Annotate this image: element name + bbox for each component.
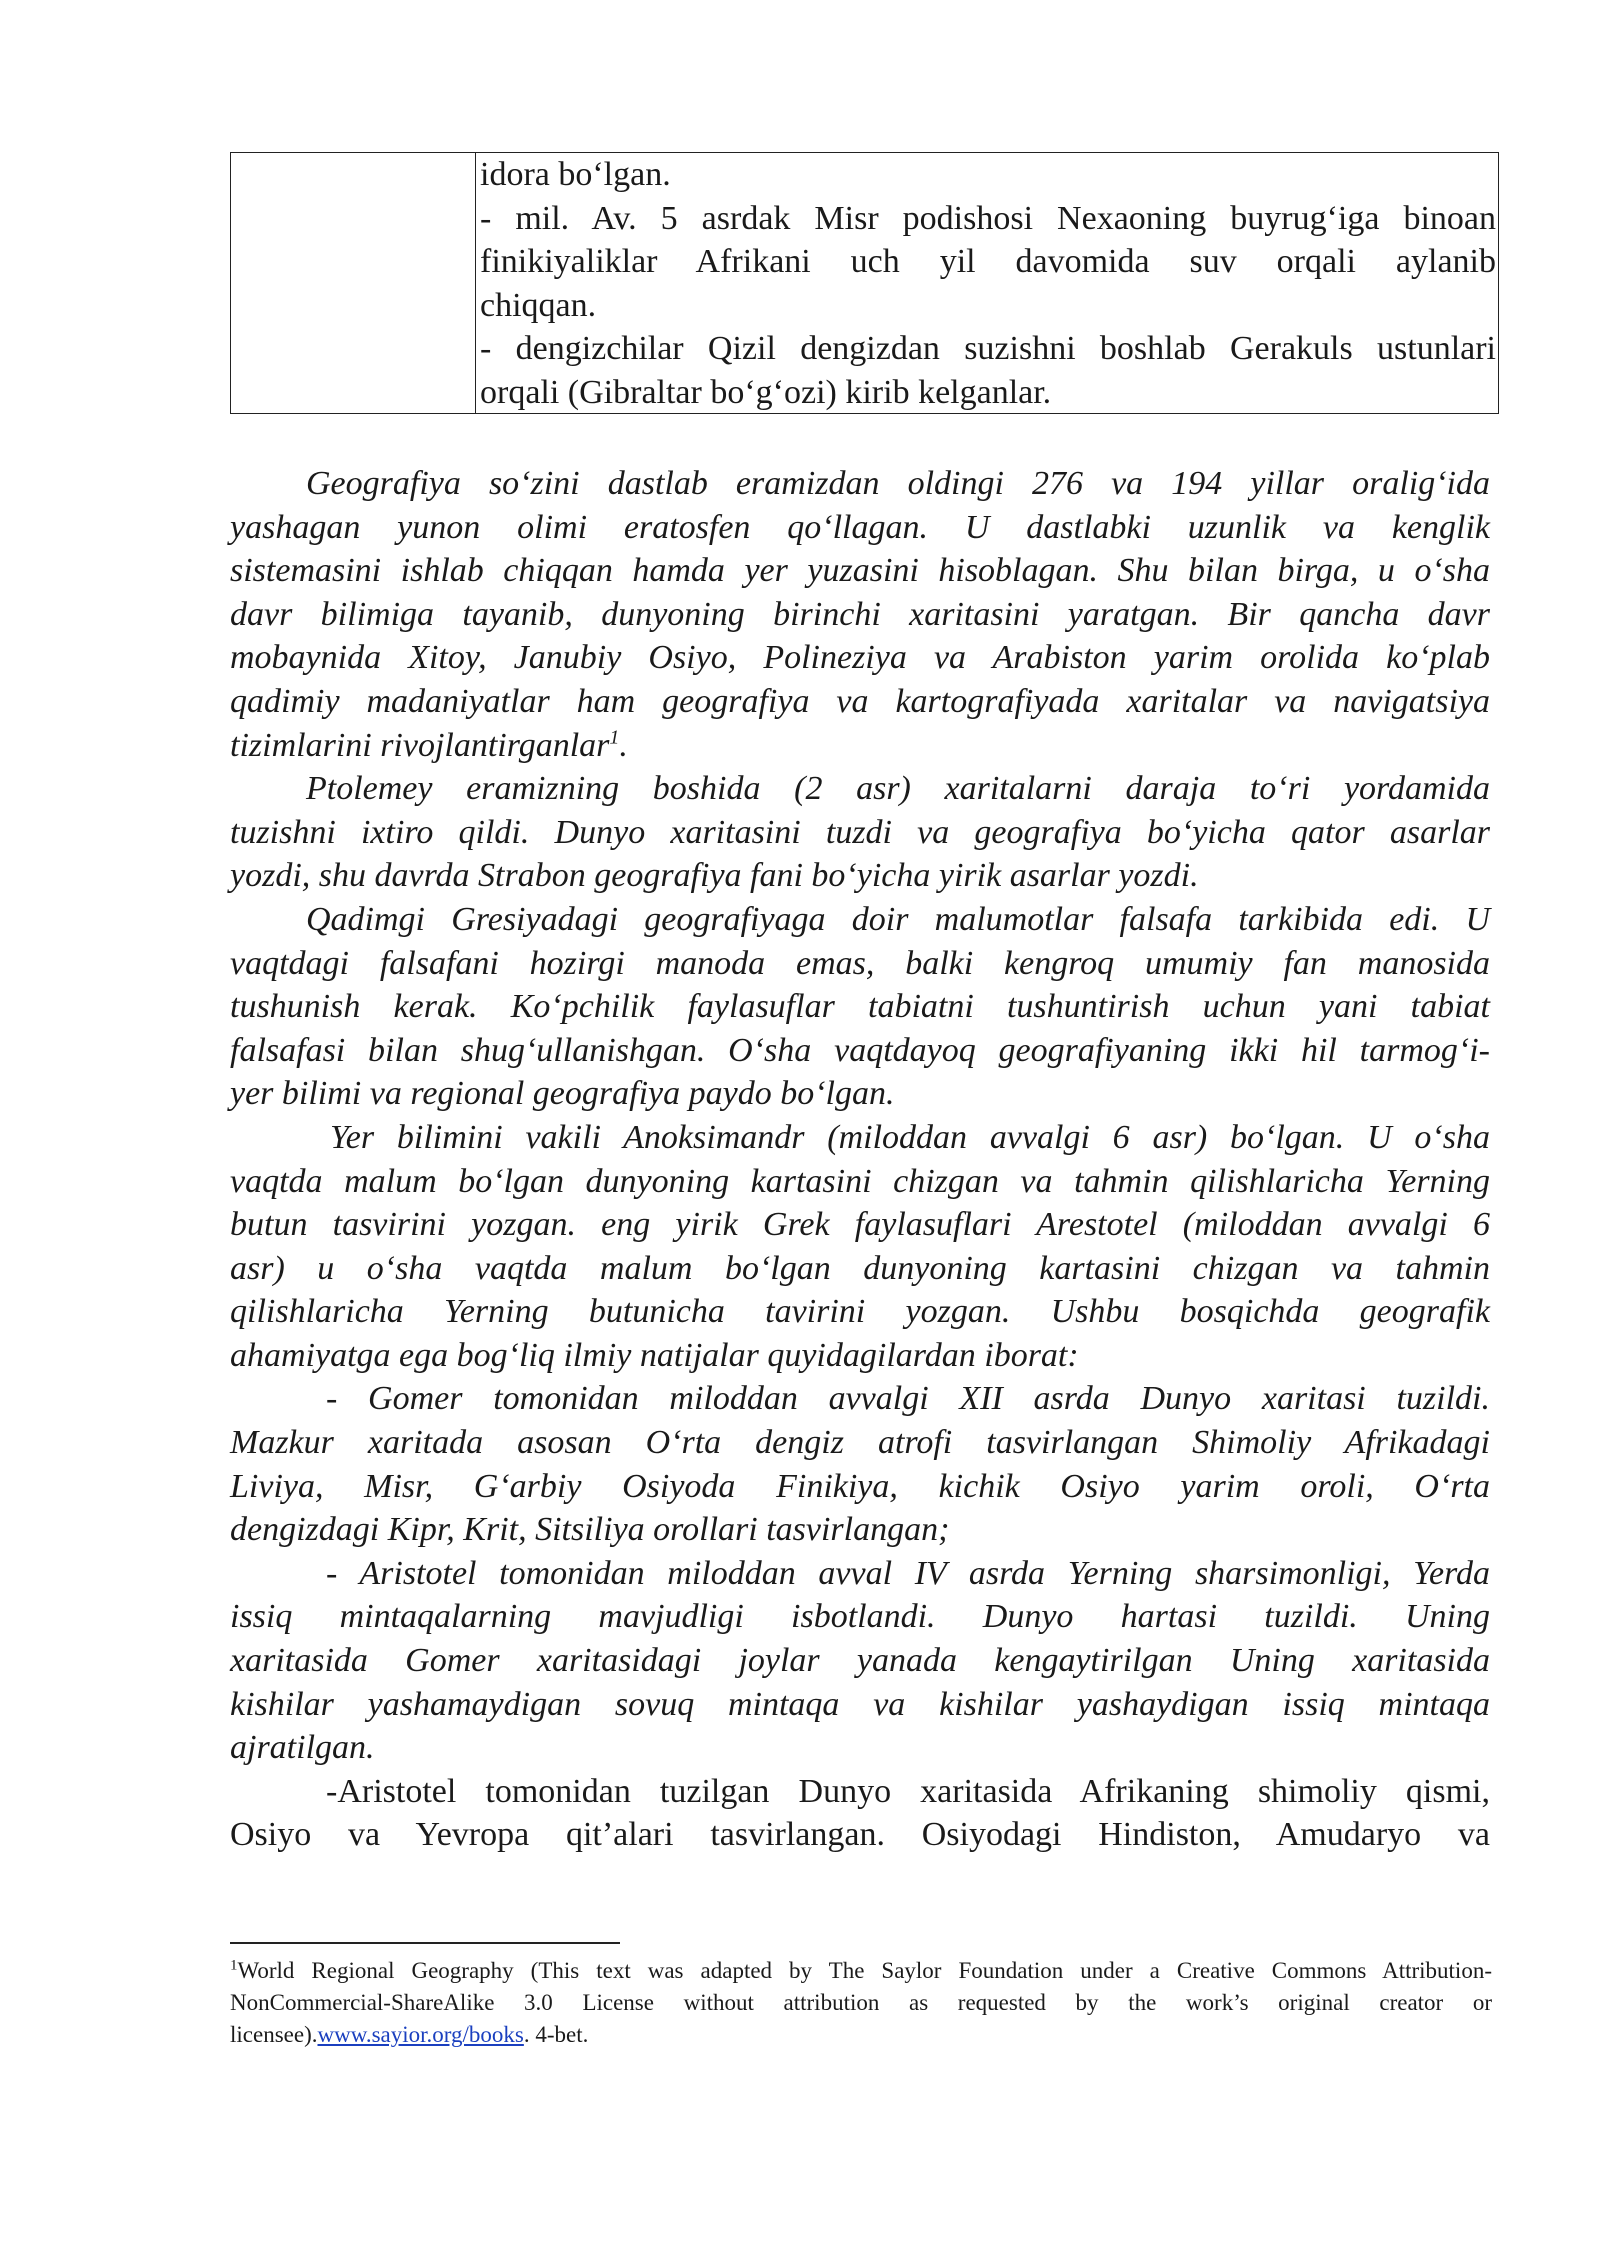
- paragraph-6: [230, 1552, 1490, 1770]
- table-line: finikiyaliklar Afrikani uch yil davomida suv orqali aylanib: [480, 243, 1496, 280]
- table-left-cell: [231, 153, 476, 413]
- text-line: yer bilimi va regional geografiya paydo bo‘lgan.: [230, 1075, 895, 1113]
- history-table: [230, 152, 1499, 414]
- footnote-line: [230, 2019, 1492, 2051]
- text-line: falsafasi bilan shug‘ullanishgan. O‘sha vaqtdayoq geografiyaning ikki hil tarmog‘i-: [230, 1031, 1490, 1069]
- footnote-text: licensee).: [230, 2022, 318, 2047]
- table-line: orqali (Gibraltar bo‘g‘ozi) kirib kelganlar.: [480, 373, 1052, 411]
- paragraph-5: [230, 1377, 1490, 1551]
- paragraph-1: [230, 462, 1490, 767]
- footnote-separator: [230, 1942, 620, 1944]
- text-line: Mazkur xaritada asosan O‘rta dengiz atrofi tasvirlangan Shimoliy Afrikadagi: [230, 1424, 1490, 1462]
- text-line: kishilar yashamaydigan sovuq mintaqa va kishilar yashaydigan issiq mintaqa: [230, 1685, 1490, 1723]
- text-line: Osiyo va Yevropa qit’alari tasvirlangan. Osiyodagi Hindiston, Amudaryo va: [230, 1816, 1490, 1854]
- text-line: asr) u o‘sha vaqtda malum bo‘lgan dunyoning kartasini chizgan va tahmin: [230, 1249, 1490, 1287]
- text-line: Liviya, Misr, G‘arbiy Osiyoda Finikiya, kichik Osiyo yarim oroli, O‘rta: [230, 1467, 1490, 1505]
- footnote-text: World Regional Geography (This text was adapted by The Saylor Foundation under a Creative Commons Attribution-: [237, 1958, 1492, 1983]
- paragraph-2: [230, 767, 1490, 898]
- table-line: - dengizchilar Qizil dengizdan suzishni boshlab Gerakuls ustunlari: [480, 330, 1496, 367]
- text-line: davr bilimiga tayanib, dunyoning birinchi xaritasini yaratgan. Bir qancha davr: [230, 595, 1490, 633]
- text-line: Yer bilimini vakili Anoksimandr (miloddan avvalgi 6 asr) bo‘lgan. U o‘sha: [330, 1118, 1490, 1156]
- text-line: Ptolemey eramizning boshida (2 asr) xaritalarni daraja to‘ri yordamida: [306, 770, 1490, 808]
- paragraph-7: [230, 1770, 1490, 1857]
- text-line: ajratilgan.: [230, 1729, 375, 1767]
- text-fragment: .: [619, 726, 628, 764]
- footnote-text: . 4-bet.: [523, 2022, 589, 2047]
- paragraph-4: [230, 1116, 1490, 1378]
- text-line: sistemasini ishlab chiqqan hamda yer yuzasini hisoblagan. Shu bilan birga, u o‘sha: [230, 552, 1490, 590]
- text-line: Qadimgi Gresiyadagi geografiyaga doir malumotlar falsafa tarkibida edi. U: [306, 900, 1490, 938]
- text-line: vaqtda malum bo‘lgan dunyoning kartasini chizgan va tahmin qilishlaricha Yerning: [230, 1162, 1490, 1200]
- text-line: yozdi, shu davrda Strabon geografiya fani bo‘yicha yirik asarlar yozdi.: [230, 857, 1199, 895]
- text-line: mobaynida Xitoy, Janubiy Osiyo, Polineziya va Arabiston yarim orolida ko‘plab: [230, 639, 1490, 677]
- footnote-number: 1: [230, 1957, 238, 1974]
- footnote: [230, 1955, 1492, 2051]
- table-line: idora bo‘lgan.: [480, 156, 671, 193]
- text-line: xaritasida Gomer xaritasidagi joylar yanada kengaytirilgan Uning xaritasida: [230, 1642, 1490, 1680]
- footnote-line: NonCommercial-ShareAlike 3.0 License without attribution as requested by the work’s original creator or: [230, 1990, 1492, 2015]
- text-line: -Aristotel tomonidan tuzilgan Dunyo xaritasida Afrikaning shimoliy qismi,: [326, 1772, 1490, 1810]
- table-line: chiqqan.: [480, 286, 597, 324]
- text-line: - Aristotel tomonidan miloddan avval IV asrda Yerning sharsimonligi, Yerda: [326, 1554, 1490, 1592]
- text-line: tuzishni ixtiro qildi. Dunyo xaritasini tuzdi va geografiya bo‘yicha qator asarlar: [230, 813, 1490, 851]
- text-line: butun tasvirini yozgan. eng yirik Grek faylasuflari Arestotel (miloddan avvalgi 6: [230, 1206, 1490, 1244]
- text-fragment: tizimlarini rivojlantirganlar: [230, 726, 610, 764]
- text-line: dengizdagi Kipr, Krit, Sitsiliya orollari tasvirlangan;: [230, 1511, 950, 1549]
- footnote-marker[interactable]: 1: [609, 726, 620, 749]
- paragraph-3: [230, 898, 1490, 1116]
- footnote-line: [230, 1955, 1492, 1987]
- text-line: tushunish kerak. Ko‘pchilik faylasuflar tabiatni tushuntirish uchun yani tabiat: [230, 988, 1490, 1026]
- table-right-cell: [476, 153, 1498, 413]
- text-line: issiq mintaqalarning mavjudligi isbotlandi. Dunyo hartasi tuzildi. Uning: [230, 1598, 1490, 1636]
- text-line: vaqtdagi falsafani hozirgi manoda emas, balki kengroq umumiy fan manosida: [230, 944, 1490, 982]
- body-text: [230, 462, 1490, 1857]
- text-line: Geografiya so‘zini dastlab eramizdan oldingi 276 va 194 yillar oralig‘ida: [306, 465, 1490, 502]
- text-line: ahamiyatga ega bog‘liq ilmiy natijalar quyidagilardan iborat:: [230, 1336, 1079, 1374]
- text-line: [230, 724, 1490, 768]
- text-line: qilishlaricha Yerning butunicha tavirini yozgan. Ushbu bosqichda geografik: [230, 1293, 1490, 1331]
- text-line: yashagan yunon olimi eratosfen qo‘llagan. U dastlabki uzunlik va kenglik: [230, 508, 1490, 546]
- source-link[interactable]: www.sayior.org/books: [317, 2022, 524, 2047]
- text-line: - Gomer tomonidan miloddan avvalgi XII asrda Dunyo xaritasi tuzildi.: [326, 1380, 1490, 1418]
- table-line: - mil. Av. 5 asrdak Misr podishosi Nexaoning buyrug‘iga binoan: [480, 199, 1496, 237]
- text-line: qadimiy madaniyatlar ham geografiya va kartografiyada xaritalar va navigatsiya: [230, 682, 1490, 720]
